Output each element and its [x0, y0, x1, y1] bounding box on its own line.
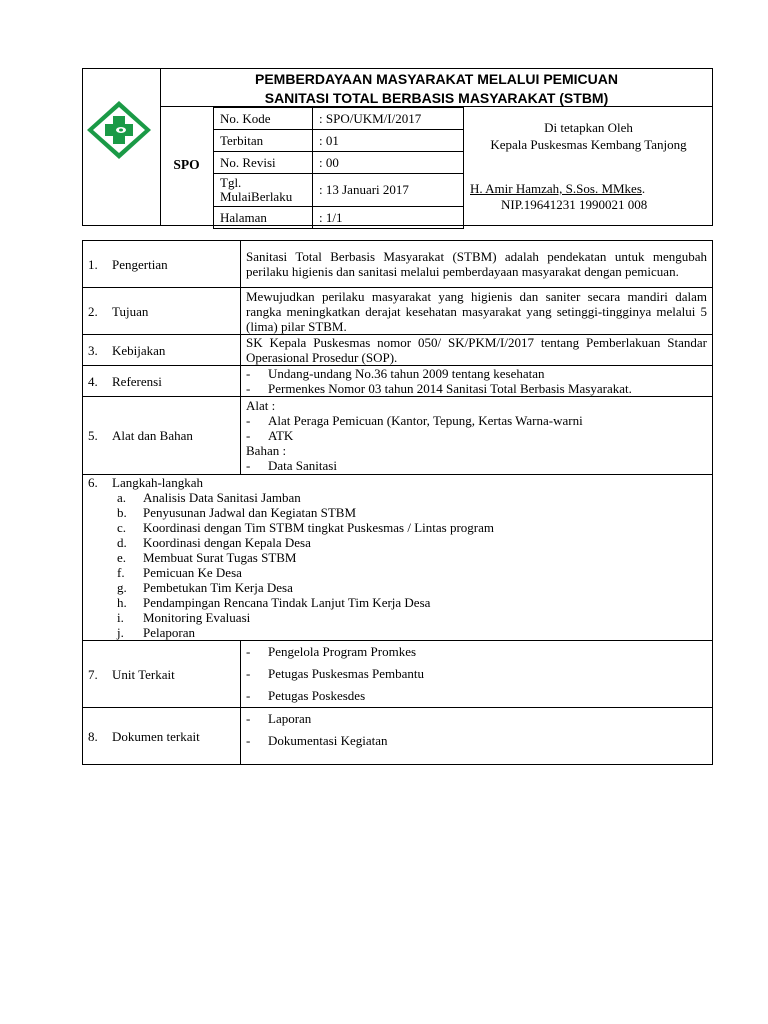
signer-suffix: .: [641, 181, 646, 196]
section-number: 1.: [88, 256, 98, 272]
alat-heading: Alat :: [246, 398, 276, 413]
signer-name: H. Amir Hamzah, S.Sos. MMkes: [470, 181, 642, 196]
list-item: [117, 535, 707, 550]
title-line-1: PEMBERDAYAAN MASYARAKAT MELALUI PEMICUAN: [255, 71, 618, 87]
section-label: Alat dan Bahan: [112, 428, 193, 443]
list-item: [246, 366, 707, 381]
list-item: [117, 625, 707, 640]
meta-value: : 01: [313, 130, 464, 152]
list-item: [246, 685, 707, 707]
list-item-text: Dokumentasi Kegiatan: [268, 733, 388, 748]
dash-bullet: -: [246, 733, 251, 748]
steps-cell: [83, 475, 713, 641]
list-item: [246, 458, 707, 473]
section-number: 8.: [88, 728, 98, 744]
section-label-cell: [83, 641, 241, 708]
step-letter: b.: [117, 505, 127, 520]
step-text: Pemicuan Ke Desa: [143, 565, 242, 580]
section-label: Langkah-langkah: [112, 475, 203, 490]
meta-label: No. Revisi: [214, 152, 313, 174]
section-row: [83, 366, 713, 397]
list-item: [117, 490, 707, 505]
section-label: Tujuan: [112, 303, 149, 319]
section-label-cell: [83, 708, 241, 765]
list-item: [117, 595, 707, 610]
approval-line-1: Di tetapkan Oleh: [544, 120, 633, 135]
list-item: [246, 663, 707, 685]
document-title: [160, 68, 713, 108]
dash-bullet: -: [246, 381, 251, 396]
steps-list: [88, 490, 707, 640]
section-row: [83, 397, 713, 475]
section-row: [83, 288, 713, 335]
step-text: Pembetukan Tim Kerja Desa: [143, 580, 293, 595]
list-item: [246, 708, 707, 730]
procedure-table: [82, 240, 713, 765]
signer-name-line: [470, 181, 645, 197]
meta-row: [214, 152, 464, 174]
step-letter: g.: [117, 580, 127, 595]
section-row: [83, 708, 713, 765]
dash-bullet: -: [246, 688, 251, 703]
dash-bullet: -: [246, 666, 251, 681]
list-item-text: Petugas Puskesmas Pembantu: [268, 666, 424, 681]
step-letter: j.: [117, 625, 124, 640]
list-item: [117, 505, 707, 520]
meta-label: Terbitan: [214, 130, 313, 152]
meta-table: [213, 107, 464, 229]
meta-value: : SPO/UKM/I/2017: [313, 108, 464, 130]
section-content: [241, 641, 713, 708]
step-text: Koordinasi dengan Kepala Desa: [143, 535, 311, 550]
section-label-cell: [83, 397, 241, 475]
section-label: Unit Terkait: [112, 666, 175, 682]
dash-bullet: -: [246, 711, 251, 726]
list-item: [117, 610, 707, 625]
section-row: [83, 241, 713, 288]
step-text: Penyusunan Jadwal dan Kegiatan STBM: [143, 505, 357, 520]
section-number: 4.: [88, 373, 98, 389]
step-text: Pendampingan Rencana Tindak Lanjut Tim Kerja Desa: [143, 595, 431, 610]
meta-label: Tgl. MulaiBerlaku: [214, 174, 313, 207]
list-item-text: Laporan: [268, 711, 312, 726]
meta-value: : 00: [313, 152, 464, 174]
list-item-text: Undang-undang No.36 tahun 2009 tentang kesehatan: [268, 366, 545, 381]
step-letter: d.: [117, 535, 127, 550]
list-item-text: Alat Peraga Pemicuan (Kantor, Tepung, Kertas Warna-warni: [268, 413, 583, 428]
list-item: [246, 428, 707, 443]
section-row: [83, 475, 713, 641]
section-number: 5.: [88, 428, 98, 443]
step-letter: i.: [117, 610, 124, 625]
section-row: [83, 641, 713, 708]
step-text: Koordinasi dengan Tim STBM tingkat Puskesmas / Lintas program: [143, 520, 494, 535]
dash-bullet: -: [246, 413, 251, 428]
dash-bullet: -: [246, 428, 251, 443]
list-item: [117, 520, 707, 535]
bahan-heading: Bahan :: [246, 443, 287, 458]
section-label: Dokumen terkait: [112, 728, 200, 744]
section-label-cell: [83, 366, 241, 397]
section-content: Sanitasi Total Berbasis Masyarakat (STBM) adalah pendekatan untuk mengubah perilaku higienis dan sanitasi melalui pemberdayaan masyarakat dengan pemicuan.: [241, 241, 713, 288]
section-label: Referensi: [112, 373, 162, 389]
step-text: Analisis Data Sanitasi Jamban: [143, 490, 301, 505]
section-content: SK Kepala Puskesmas nomor 050/ SK/PKM/I/2017 tentang Pemberlakuan Standar Operasional Prosedur (SOP).: [241, 335, 713, 366]
section-label: Pengertian: [112, 256, 168, 272]
step-text: Pelaporan: [143, 625, 195, 640]
step-letter: e.: [117, 550, 127, 565]
section-number: 7.: [88, 666, 98, 682]
list-item: [246, 413, 707, 428]
section-label: Kebijakan: [112, 342, 166, 358]
list-item-text: Permenkes Nomor 03 tahun 2014 Sanitasi Total Berbasis Masyarakat.: [268, 381, 632, 396]
section-label-cell: [83, 288, 241, 335]
list-item: [117, 580, 707, 595]
list-item-text: ATK: [268, 428, 294, 443]
list-item: [246, 730, 707, 752]
dash-bullet: -: [246, 458, 251, 473]
meta-label: No. Kode: [214, 108, 313, 130]
step-letter: c.: [117, 520, 127, 535]
list-item: [246, 641, 707, 663]
section-content: Mewujudkan perilaku masyarakat yang higienis dan saniter secara mandiri dalam rangka meningkatkan derajat kesehatan masyarakat yang setinggi-tingginya melalui 5 (lima) pilar STBM.: [241, 288, 713, 335]
section-content: [241, 708, 713, 765]
title-line-2: SANITASI TOTAL BERBASIS MASYARAKAT (STBM): [264, 90, 609, 106]
meta-row: [214, 174, 464, 207]
step-letter: f.: [117, 565, 125, 580]
meta-row: [214, 207, 464, 229]
section-number: 6.: [88, 475, 98, 490]
section-number: 2.: [88, 303, 98, 319]
step-letter: h.: [117, 595, 127, 610]
section-label-cell: [83, 335, 241, 366]
meta-value: : 1/1: [313, 207, 464, 229]
step-text: Monitoring Evaluasi: [143, 610, 251, 625]
steps-heading: [88, 475, 707, 490]
spo-label: SPO: [173, 157, 200, 172]
step-text: Membuat Surat Tugas STBM: [143, 550, 297, 565]
list-item-text: Petugas Poskesdes: [268, 688, 366, 703]
section-row: [83, 335, 713, 366]
signer-nip: NIP.19641231 1990021 008: [501, 197, 648, 212]
dash-bullet: -: [246, 366, 251, 381]
section-label-cell: [83, 241, 241, 288]
approval-block: [464, 119, 713, 153]
list-item: [117, 565, 707, 580]
section-content: [241, 366, 713, 397]
meta-label: Halaman: [214, 207, 313, 229]
section-content: [241, 397, 713, 475]
meta-row: [214, 130, 464, 152]
approval-line-2: Kepala Puskesmas Kembang Tanjong: [490, 137, 687, 152]
meta-value: : 13 Januari 2017: [313, 174, 464, 207]
list-item: [246, 381, 707, 396]
step-letter: a.: [117, 490, 127, 505]
section-number: 3.: [88, 342, 98, 358]
list-item: [117, 550, 707, 565]
dash-bullet: -: [246, 644, 251, 659]
list-item-text: Data Sanitasi: [268, 458, 337, 473]
puskesmas-logo-icon: [84, 99, 154, 161]
list-item-text: Pengelola Program Promkes: [268, 644, 417, 659]
meta-row: [214, 108, 464, 130]
